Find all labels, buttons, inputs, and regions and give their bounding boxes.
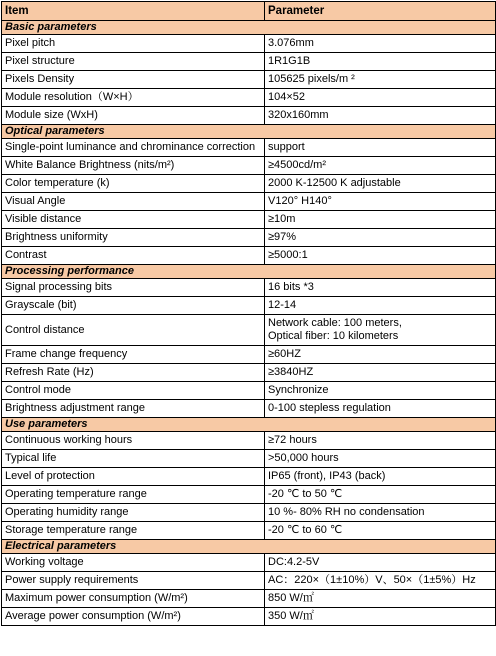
param-name-cell: Operating temperature range: [2, 486, 265, 504]
param-name-cell: Power supply requirements: [2, 572, 265, 590]
table-row: [2, 590, 496, 608]
table-row: [2, 468, 496, 486]
param-value-cell: 16 bits *3: [265, 279, 496, 297]
table-row: [2, 346, 496, 364]
table-row: [2, 450, 496, 468]
section-title: Use parameters: [2, 418, 496, 432]
param-name-cell: Continuous working hours: [2, 432, 265, 450]
table-row: [2, 53, 496, 71]
param-value-cell: 2000 K-12500 K adjustable: [265, 175, 496, 193]
section-header-row: [2, 540, 496, 554]
table-row: [2, 71, 496, 89]
table-row: [2, 35, 496, 53]
param-name-cell: Storage temperature range: [2, 522, 265, 540]
table-row: [2, 157, 496, 175]
param-name-cell: Working voltage: [2, 554, 265, 572]
param-value-cell: Synchronize: [265, 382, 496, 400]
spec-table-body: [2, 2, 496, 626]
table-row: [2, 432, 496, 450]
table-row: [2, 315, 496, 346]
section-header-row: [2, 265, 496, 279]
table-row: [2, 247, 496, 265]
param-value-cell: ≥97%: [265, 229, 496, 247]
table-row: [2, 504, 496, 522]
table-row: [2, 193, 496, 211]
param-value-cell: 12-14: [265, 297, 496, 315]
table-row: [2, 297, 496, 315]
param-name-cell: Module resolution（W×H）: [2, 89, 265, 107]
param-name-cell: Average power consumption (W/m²): [2, 608, 265, 626]
param-name-cell: Refresh Rate (Hz): [2, 364, 265, 382]
param-value-cell: 850 W/㎡: [265, 590, 496, 608]
param-value-cell: 10 %- 80% RH no condensation: [265, 504, 496, 522]
param-value-cell: V120° H140°: [265, 193, 496, 211]
param-name-cell: Control mode: [2, 382, 265, 400]
spec-table: [1, 1, 496, 626]
param-name-cell: Control distance: [2, 315, 265, 346]
table-row: [2, 139, 496, 157]
param-value-cell: -20 ℃ to 50 ℃: [265, 486, 496, 504]
header-item: Item: [2, 2, 265, 21]
param-value-cell: 104×52: [265, 89, 496, 107]
param-name-cell: Pixel pitch: [2, 35, 265, 53]
table-row: [2, 211, 496, 229]
table-row: [2, 486, 496, 504]
section-title: Basic parameters: [2, 21, 496, 35]
param-value-cell: ≥5000:1: [265, 247, 496, 265]
table-row: [2, 229, 496, 247]
table-row: [2, 279, 496, 297]
param-value-cell: 3.076mm: [265, 35, 496, 53]
table-row: [2, 382, 496, 400]
param-name-cell: Operating humidity range: [2, 504, 265, 522]
header-parameter: Parameter: [265, 2, 496, 21]
param-value-cell: 105625 pixels/m ²: [265, 71, 496, 89]
param-name-cell: Frame change frequency: [2, 346, 265, 364]
section-title: Processing performance: [2, 265, 496, 279]
param-value-cell: >50,000 hours: [265, 450, 496, 468]
table-row: [2, 572, 496, 590]
param-name-cell: Pixels Density: [2, 71, 265, 89]
param-value-cell: 1R1G1B: [265, 53, 496, 71]
param-value-cell: ≥4500cd/m²: [265, 157, 496, 175]
param-name-cell: Brightness uniformity: [2, 229, 265, 247]
param-name-cell: Signal processing bits: [2, 279, 265, 297]
param-name-cell: Typical life: [2, 450, 265, 468]
param-name-cell: Visual Angle: [2, 193, 265, 211]
table-row: [2, 608, 496, 626]
param-value-cell: ≥72 hours: [265, 432, 496, 450]
param-value-line: Optical fiber: 10 kilometers: [268, 330, 399, 342]
table-row: [2, 522, 496, 540]
param-value-cell: -20 ℃ to 60 ℃: [265, 522, 496, 540]
section-title: Electrical parameters: [2, 540, 496, 554]
section-header-row: [2, 418, 496, 432]
section-header-row: [2, 21, 496, 35]
table-row: [2, 107, 496, 125]
table-row: [2, 364, 496, 382]
param-value-cell: ≥10m: [265, 211, 496, 229]
section-title: Optical parameters: [2, 125, 496, 139]
table-header-row: [2, 2, 496, 21]
param-value-cell: 320x160mm: [265, 107, 496, 125]
param-name-cell: Visible distance: [2, 211, 265, 229]
table-row: [2, 400, 496, 418]
section-header-row: [2, 125, 496, 139]
param-value-cell: 0-100 stepless regulation: [265, 400, 496, 418]
param-name-cell: Level of protection: [2, 468, 265, 486]
param-name-cell: Module size (WxH): [2, 107, 265, 125]
param-value-cell: IP65 (front), IP43 (back): [265, 468, 496, 486]
param-name-cell: Color temperature (k): [2, 175, 265, 193]
param-name-cell: Single-point luminance and chrominance correction: [2, 139, 265, 157]
param-name-cell: Brightness adjustment range: [2, 400, 265, 418]
param-value-cell: 350 W/㎡: [265, 608, 496, 626]
param-name-cell: Maximum power consumption (W/m²): [2, 590, 265, 608]
param-value-cell: AC：220×（1±10%）V、50×（1±5%）Hz: [265, 572, 496, 590]
param-value-line: Network cable: 100 meters,: [268, 317, 402, 329]
param-name-cell: Pixel structure: [2, 53, 265, 71]
param-name-cell: Grayscale (bit): [2, 297, 265, 315]
param-value-cell: ≥60HZ: [265, 346, 496, 364]
param-value-cell: [265, 315, 496, 346]
param-value-cell: DC:4.2-5V: [265, 554, 496, 572]
table-row: [2, 89, 496, 107]
param-name-cell: Contrast: [2, 247, 265, 265]
table-row: [2, 175, 496, 193]
param-value-cell: support: [265, 139, 496, 157]
table-row: [2, 554, 496, 572]
param-value-cell: ≥3840HZ: [265, 364, 496, 382]
param-name-cell: White Balance Brightness (nits/m²): [2, 157, 265, 175]
